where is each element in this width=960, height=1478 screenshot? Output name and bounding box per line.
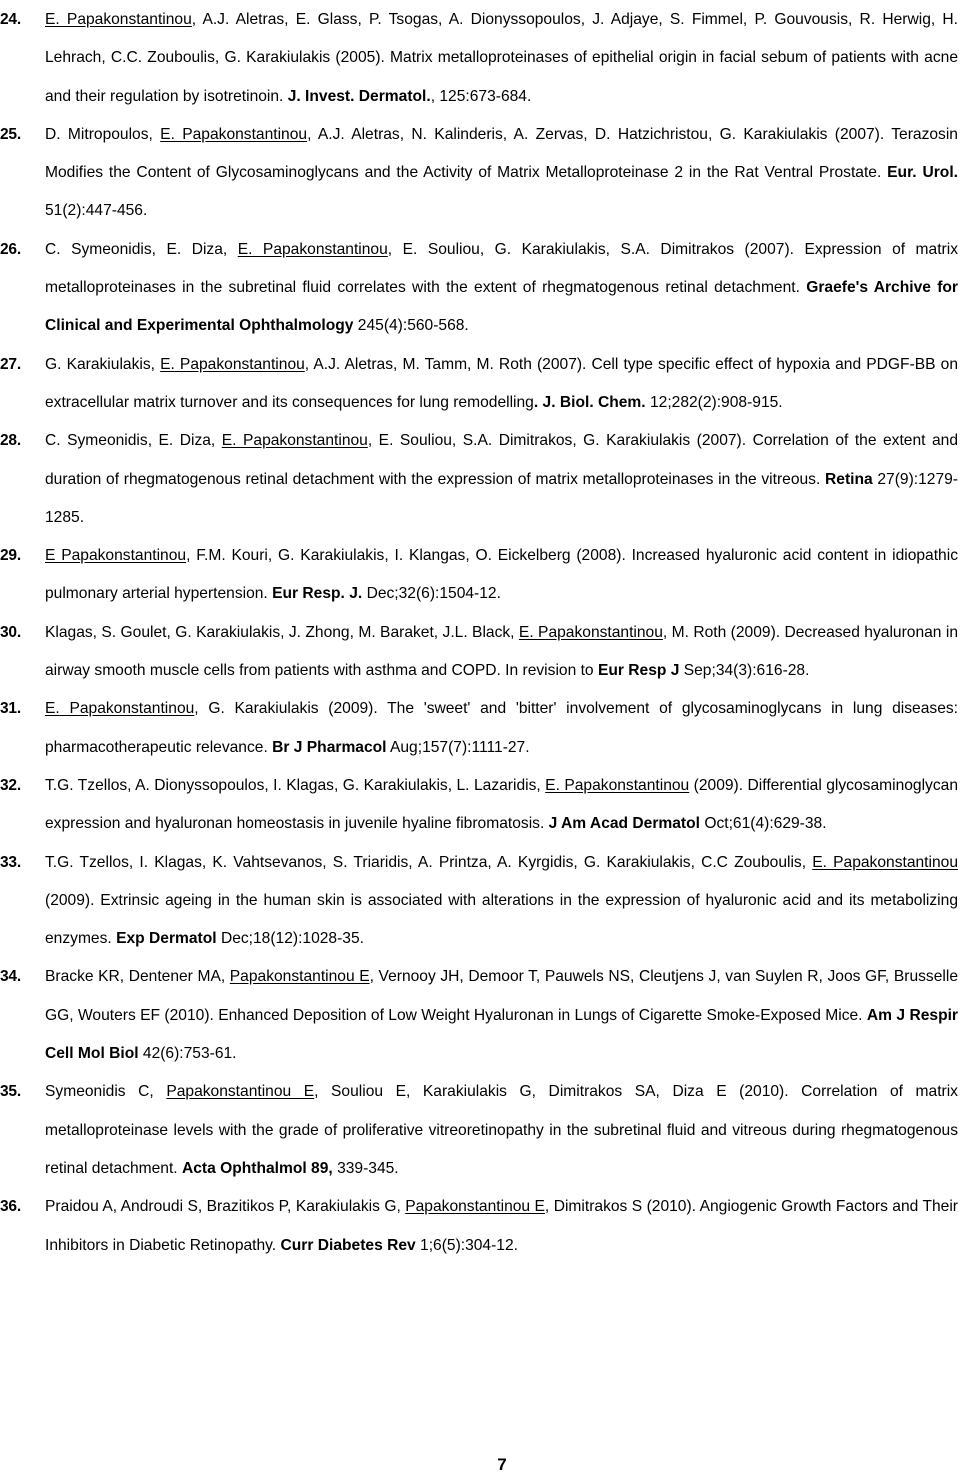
highlighted-author: E. Papakonstantinou [45,700,195,718]
journal-name: Graefe's Archive for Clinical and Experimental Ophthalmology [45,279,958,335]
highlighted-author: E Papakonstantinou [45,547,187,565]
reference-text: 339-345. [332,1159,399,1177]
reference-text: , F.M. Kouri, G. Karakiulakis, I. Klangas, O. Eickelberg (2008). Increased hyaluronic acid content in idiopathic pulmonary arterial hypertension. [45,547,958,603]
reference-text: , M. Roth (2009). Decreased hyaluronan in airway smooth muscle cells from patients with asthma and COPD. In revision to [45,623,958,680]
reference-text: T.G. Tzellos, I. Klagas, K. Vahtsevanos, S. Triaridis, A. Printza, A. Kyrgidis, G. Karakiulakis, C.C Zouboulis, [45,853,813,871]
journal-name: Am J Respir Cell Mol Biol [45,1006,959,1063]
reference-number: 28. [0,432,21,450]
reference-text: Bracke KR, Dentener MA, [45,968,230,986]
journal-name: . J. Biol. Chem. [533,393,646,411]
reference-text: 12;282(2):908-915. [645,393,783,411]
page-number: 7 [497,1455,507,1474]
reference-text: C. Symeonidis, E. Diza, [45,432,222,450]
reference-text: Aug;157(7):1111-27. [386,738,530,756]
reference-number: 27. [0,355,21,373]
highlighted-author: Papakonstantinou E [405,1198,545,1216]
reference-number: 33. [0,853,21,871]
journal-name: Eur. Urol. [887,164,958,182]
reference-text: , Souliou E, Karakiulakis G, Dimitrakos SA, Diza E (2010). Correlation of matrix metalloproteinase levels with the grade of proliferative vitreoretinopathy in the subretinal fluid and vitreous during rhegmatogenous retinal detachment. [45,1083,958,1177]
reference-text: (2009). Differential glycosaminoglycan expression and hyaluronan homeostasis in juvenile hyaline fibromatosis. [45,776,958,833]
reference-entry [0,767,958,844]
reference-text: , Vernooy JH, Demoor T, Pauwels NS, Cleutjens J, van Suylen R, Joos GF, Brusselle GG, Wouters EF (2010). Enhanced Deposition of Low Weight Hyaluronan in Lungs of Cigarette Smoke-Exposed Mice. [45,968,958,1024]
reference-text: Dec;18(12):1028-35. [216,930,364,948]
reference-number: 31. [0,700,21,718]
reference-entry [0,231,958,346]
reference-number: 25. [0,125,21,143]
reference-text: 51(2):447-456. [45,202,148,220]
reference-number: 32. [0,776,21,794]
highlighted-author: E. Papakonstantinou [545,776,690,794]
reference-text: Klagas, S. Goulet, G. Karakiulakis, J. Zhong, M. Baraket, J.L. Black, [45,623,519,641]
journal-name: Exp Dermatol [116,930,217,948]
highlighted-author: Papakonstantinou E [166,1083,315,1101]
reference-text: , E. Souliou, S.A. Dimitrakos, G. Karakiulakis (2007). Correlation of the extent and duration of rhegmatogenous retinal detachment with the expression of matrix metalloproteinases in the vitreous. [45,432,958,488]
reference-text: Dec;32(6):1504-12. [362,585,501,603]
reference-entry [0,1073,958,1188]
reference-text: 245(4):560-568. [353,317,469,335]
reference-text: , E. Souliou, G. Karakiulakis, S.A. Dimitrakos (2007). Expression of matrix metalloproteinases in the subretinal fluid correlates with the extent of rhegmatogenous retinal detachment. [45,240,959,297]
reference-text: , A.J. Aletras, N. Kalinderis, A. Zervas, D. Hatzichristou, G. Karakiulakis (2007). Terazosin Modifies the Content of Glycosaminoglycans and the Activity of Matrix Metalloproteinase 2 in the Rat Ventral Prostate. [45,125,958,182]
journal-name: Acta Ophthalmol 89, [181,1159,333,1177]
journal-name: J. Invest. Dermatol. [287,87,431,105]
reference-text: 27(9):1279-1285. [45,470,959,526]
reference-text: , A.J. Aletras, M. Tamm, M. Roth (2007). Cell type specific effect of hypoxia and PDGF-BB on extracellular matrix turnover and its consequences for lung remodelling [45,355,958,411]
reference-entry [0,116,958,231]
reference-text: , Dimitrakos S (2010). Angiogenic Growth Factors and Their Inhibitors in Diabetic Retinopathy. [45,1198,958,1254]
reference-number: 29. [0,547,21,565]
reference-text: Symeonidis C, [45,1083,167,1101]
reference-number: 30. [0,623,21,641]
reference-entry [0,690,958,767]
highlighted-author: E. Papakonstantinou [812,853,958,871]
highlighted-author: E. Papakonstantinou [221,432,368,450]
reference-text: , 125:673-684. [430,87,532,105]
highlighted-author: E. Papakonstantinou [160,355,305,373]
reference-number: 36. [0,1198,21,1216]
reference-entry [0,1188,958,1265]
journal-name: Br J Pharmacol [272,738,387,756]
journal-name: J Am Acad Dermatol [548,815,700,833]
highlighted-author: E. Papakonstantinou [160,125,308,143]
highlighted-author: E. Papakonstantinou [45,11,192,28]
highlighted-author: Papakonstantinou E [229,968,370,986]
reference-entry [0,614,958,691]
reference-entry [0,1,958,116]
reference-text: G. Karakiulakis, [45,355,161,373]
reference-text: C. Symeonidis, E. Diza, [45,240,238,258]
reference-text: Sep;34(3):616-28. [679,662,810,680]
reference-entry [0,537,958,614]
reference-text: D. Mitropoulos, [45,125,161,143]
journal-name: Eur Resp. J. [272,585,363,603]
reference-number: 34. [0,968,21,986]
journal-name: Curr Diabetes Rev [280,1236,416,1254]
reference-text: 42(6):753-61. [138,1045,237,1063]
reference-entry [0,346,958,423]
reference-number: 35. [0,1083,21,1101]
reference-text: 1;6(5):304-12. [415,1236,518,1254]
reference-text: , A.J. Aletras, E. Glass, P. Tsogas, A. Dionyssopoulos, J. Adjaye, S. Fimmel, P. Gouvousis, R. Herwig, H. Lehrach, C.C. Zouboulis, G. Karakiulakis (2005). Matrix metalloproteinases of epithelial origin in facial sebum of patients with acne and their regulation by isotretinoin. [45,11,958,105]
reference-text: , G. Karakiulakis (2009). The 'sweet' and 'bitter' involvement of glycosaminoglycans in lung diseases: pharmacotherapeutic relevance. [45,700,958,756]
reference-text: T.G. Tzellos, A. Dionyssopoulos, I. Klagas, G. Karakiulakis, L. Lazaridis, [45,776,546,794]
reference-text: Praidou A, Androudi S, Brazitikos P, Karakiulakis G, [45,1198,406,1216]
journal-name: Eur Resp J [597,662,680,680]
highlighted-author: E. Papakonstantinou [237,240,388,258]
reference-entry [0,844,958,959]
reference-entry [0,958,958,1073]
reference-text: (2009). Extrinsic ageing in the human skin is associated with alterations in the expression of hyaluronic acid and its metabolizing enzymes. [45,891,958,948]
reference-text: Oct;61(4):629-38. [700,815,827,833]
reference-number: 26. [0,240,21,258]
highlighted-author: E. Papakonstantinou [518,623,663,641]
reference-entry [0,422,958,537]
reference-list [0,1,958,1265]
reference-number: 24. [0,11,21,28]
journal-name: Retina [825,470,873,488]
